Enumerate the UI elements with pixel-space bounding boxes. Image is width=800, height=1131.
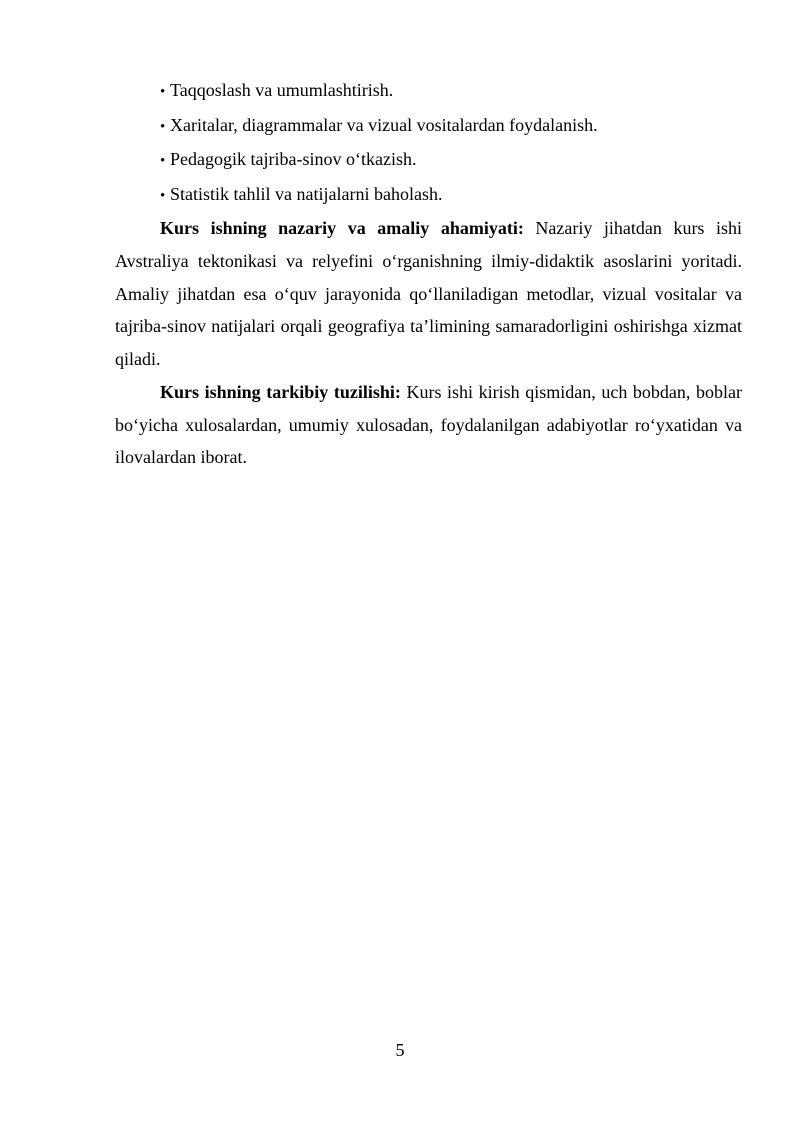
page-content bbox=[115, 74, 742, 474]
paragraph-lead: Kurs ishning tarkibiy tuzilishi: bbox=[160, 381, 401, 402]
paragraph-lead: Kurs ishning nazariy va amaliy ahamiyati: bbox=[160, 218, 524, 239]
page-number: 5 bbox=[395, 1040, 405, 1060]
list-item bbox=[160, 143, 742, 178]
list-item bbox=[160, 178, 742, 213]
list-item-text: Xaritalar, diagrammalar va vizual vositalardan foydalanish. bbox=[170, 114, 598, 135]
bullet-icon: • bbox=[160, 84, 166, 100]
list-item-text: Statistik tahlil va natijalarni baholash. bbox=[170, 183, 443, 204]
list-item-text: Taqqoslash va umumlashtirish. bbox=[170, 80, 394, 100]
list-item bbox=[160, 109, 742, 144]
bullet-icon: • bbox=[160, 118, 166, 135]
paragraph-text: Kurs ishi kirish qismidan, uch bobdan, boblar bo‘yicha xulosalardan, umumiy xulosadan, foydalanilgan adabiyotlar ro‘yxatidan va ilovalardan iborat. bbox=[115, 381, 743, 468]
significance-paragraph bbox=[115, 212, 742, 376]
list-item-text: Pedagogik tajriba-sinov o‘tkazish. bbox=[170, 149, 417, 170]
bullet-icon: • bbox=[160, 153, 166, 170]
paragraph-text: Nazariy jihatdan kurs ishi Avstraliya tektonikasi va relyefini o‘rganishning ilmiy-didaktik asoslarini yoritadi. Amaliy jihatdan esa o‘quv jarayonida qo‘llaniladigan metodlar, vizual vositalar va tajriba-sinov natijalari orqali geografiya ta’limining samaradorligini oshirishga xizmat qiladi. bbox=[115, 218, 743, 370]
bullet-icon: • bbox=[160, 187, 166, 204]
method-list bbox=[115, 74, 742, 212]
structure-paragraph bbox=[115, 376, 742, 474]
list-item bbox=[160, 74, 742, 109]
